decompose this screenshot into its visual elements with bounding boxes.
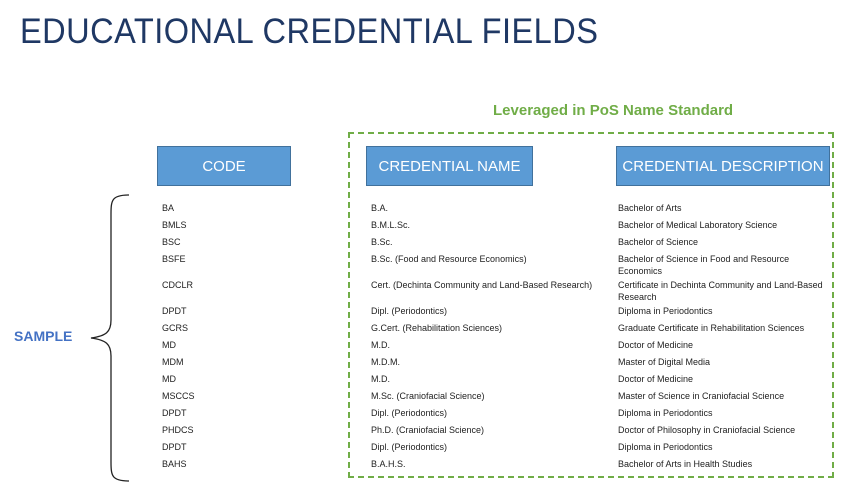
row-code: DPDT: [162, 306, 187, 316]
row-code: BA: [162, 203, 175, 213]
row-credential-name: B.Sc.: [371, 237, 393, 247]
header-credential-name: CREDENTIAL NAME: [366, 146, 533, 186]
row-credential-name: B.M.L.Sc.: [371, 220, 411, 230]
row-credential-description: Bachelor of Science: [618, 237, 699, 247]
curly-brace-icon: [88, 194, 132, 482]
row-credential-name: M.D.: [371, 374, 390, 384]
row-code: DPDT: [162, 442, 187, 452]
header-credential-description: CREDENTIAL DESCRIPTION: [616, 146, 830, 186]
row-code: MDM: [162, 357, 184, 367]
row-credential-description: Certificate in Dechinta Community and Land-Based Research: [618, 280, 823, 302]
row-code: GCRS: [162, 323, 189, 333]
row-credential-name: B.Sc. (Food and Resource Economics): [371, 254, 527, 264]
row-code: CDCLR: [162, 280, 194, 290]
row-credential-description: Bachelor of Arts in Health Studies: [618, 459, 753, 469]
row-credential-description: Doctor of Medicine: [618, 340, 694, 350]
row-credential-description: Master of Digital Media: [618, 357, 711, 367]
row-credential-name: Cert. (Dechinta Community and Land-Based Research): [371, 280, 593, 290]
sample-label: SAMPLE: [14, 328, 73, 344]
row-credential-description: Bachelor of Arts: [618, 203, 682, 213]
page-title: EDUCATIONAL CREDENTIAL FIELDS: [20, 12, 599, 51]
row-credential-description: Master of Science in Craniofacial Science: [618, 391, 785, 401]
row-credential-name: G.Cert. (Rehabilitation Sciences): [371, 323, 503, 333]
row-credential-name: Dipl. (Periodontics): [371, 442, 448, 452]
row-code: DPDT: [162, 408, 187, 418]
header-code: CODE: [157, 146, 291, 186]
row-code: MD: [162, 374, 176, 384]
row-credential-name: M.D.: [371, 340, 390, 350]
row-credential-name: M.Sc. (Craniofacial Science): [371, 391, 485, 401]
row-code: MD: [162, 340, 176, 350]
row-credential-description: Graduate Certificate in Rehabilitation Sciences: [618, 323, 805, 333]
row-credential-description: Doctor of Medicine: [618, 374, 694, 384]
row-code: BAHS: [162, 459, 187, 469]
row-credential-name: Ph.D. (Craniofacial Science): [371, 425, 485, 435]
row-credential-description: Diploma in Periodontics: [618, 306, 713, 316]
row-credential-name: B.A.: [371, 203, 389, 213]
row-credential-name: Dipl. (Periodontics): [371, 306, 448, 316]
row-credential-description: Bachelor of Medical Laboratory Science: [618, 220, 778, 230]
row-code: BMLS: [162, 220, 187, 230]
leverage-label: Leveraged in PoS Name Standard: [493, 102, 734, 119]
row-code: MSCCS: [162, 391, 195, 401]
row-code: BSFE: [162, 254, 186, 264]
row-credential-name: B.A.H.S.: [371, 459, 406, 469]
row-code: BSC: [162, 237, 181, 247]
row-code: PHDCS: [162, 425, 194, 435]
row-credential-description: Diploma in Periodontics: [618, 408, 713, 418]
row-credential-name: Dipl. (Periodontics): [371, 408, 448, 418]
row-credential-description: Doctor of Philosophy in Craniofacial Science: [618, 425, 796, 435]
row-credential-name: M.D.M.: [371, 357, 400, 367]
row-credential-description: Bachelor of Science in Food and Resource Economics: [618, 254, 790, 276]
row-credential-description: Diploma in Periodontics: [618, 442, 713, 452]
